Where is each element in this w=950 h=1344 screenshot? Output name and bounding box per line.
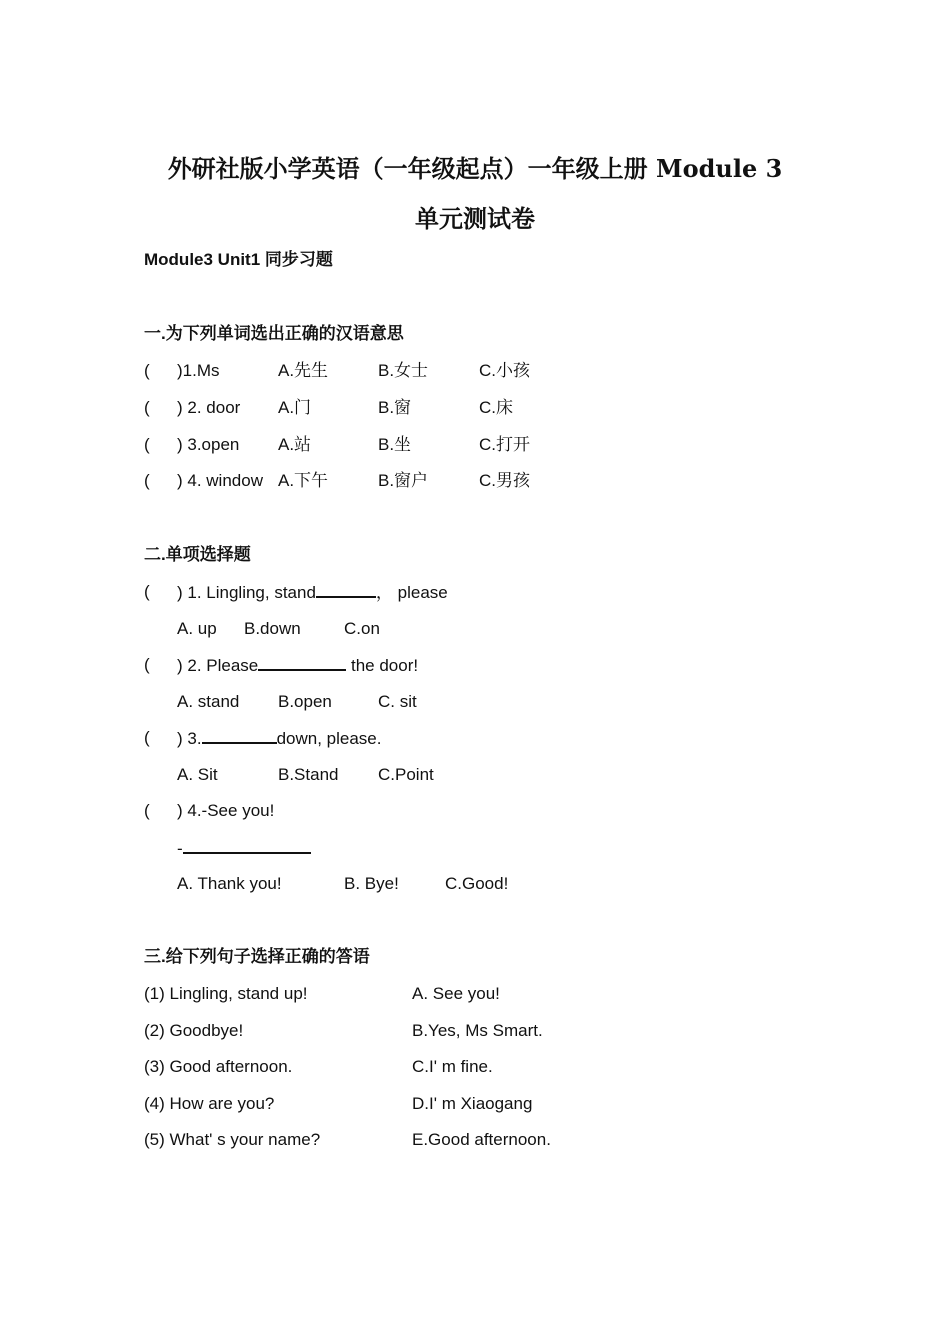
answer-paren: ( (144, 728, 150, 747)
section1-heading: 一.为下列单词选出正确的汉语意思 (144, 324, 404, 343)
option-a: A. up (177, 619, 217, 638)
question-text (177, 653, 418, 678)
option-b: B.Stand (278, 765, 339, 784)
fill-blank (316, 580, 376, 598)
option-c: C.Good! (445, 874, 509, 893)
question-text: ) 4. window (177, 471, 263, 490)
answer-paren: ( (144, 435, 150, 454)
sentence-left: (5) What' s your name? (144, 1130, 321, 1149)
answer-right: C.I' m fine. (412, 1057, 493, 1076)
answer-line (177, 836, 311, 861)
question-prefix: ) 3. (177, 729, 202, 748)
document-title-line2: 单元测试卷 (415, 204, 535, 233)
question-text: ) 3.open (177, 435, 240, 454)
option-c: C.男孩 (479, 471, 530, 490)
option-b: B. Bye! (344, 874, 399, 893)
section2-question-4 (144, 799, 664, 823)
option-a: A.站 (278, 435, 312, 454)
answer-paren: ( (144, 582, 150, 601)
section1-item-3 (144, 433, 664, 457)
answer-paren: ( (144, 655, 150, 674)
section2-question-3 (144, 726, 664, 750)
answer-paren: ( (144, 801, 150, 820)
question-text (177, 726, 381, 751)
subtitle: Module3 Unit1 同步习题 (144, 250, 333, 269)
section3-item-5 (144, 1128, 664, 1152)
fill-blank (183, 836, 311, 854)
answer-right: A. See you! (412, 984, 500, 1003)
option-b: B.窗户 (378, 471, 429, 490)
section1-item-2 (144, 396, 664, 420)
section3-item-3 (144, 1055, 664, 1079)
section2-options-3 (144, 763, 664, 787)
section2-options-4 (144, 872, 664, 896)
question-text (177, 580, 448, 605)
section3-item-1 (144, 982, 664, 1006)
option-b: B.down (244, 619, 301, 638)
option-c: C.Point (378, 765, 434, 784)
sentence-left: (1) Lingling, stand up! (144, 984, 308, 1003)
option-c: C.小孩 (479, 361, 530, 380)
answer-dash: - (177, 839, 183, 858)
option-a: A. stand (177, 692, 240, 711)
option-a: A.门 (278, 398, 312, 417)
section3-item-2 (144, 1019, 664, 1043)
option-b: B.窗 (378, 398, 412, 417)
section2-heading: 二.单项选择题 (144, 545, 251, 564)
answer-right: D.I' m Xiaogang (412, 1094, 533, 1113)
option-c: C.打开 (479, 435, 530, 454)
document-title: 外研社版小学英语（一年级起点）一年级上册 Module 3 (167, 154, 783, 183)
question-suffix: down, please. (276, 729, 382, 748)
option-b: B.坐 (378, 435, 412, 454)
answer-right: E.Good afternoon. (412, 1130, 551, 1149)
option-a: A. Sit (177, 765, 218, 784)
option-c: C.on (344, 619, 380, 638)
option-a: A.先生 (278, 361, 329, 380)
section2-options-2 (144, 690, 664, 714)
question-suffix: ， please (375, 583, 448, 602)
answer-paren: ( (144, 361, 150, 380)
section3-item-4 (144, 1092, 664, 1116)
section1-item-4 (144, 469, 664, 493)
question-text: )1.Ms (177, 361, 220, 380)
section2-options-1 (144, 617, 664, 641)
question-prefix: ) 2. Please (177, 656, 259, 675)
question-text: ) 2. door (177, 398, 241, 417)
answer-right: B.Yes, Ms Smart. (412, 1021, 543, 1040)
section3-heading: 三.给下列句子选择正确的答语 (144, 947, 370, 966)
fill-blank (258, 653, 346, 671)
question-text: ) 4.-See you! (177, 801, 275, 820)
option-c: C.床 (479, 398, 513, 417)
sentence-left: (2) Goodbye! (144, 1021, 244, 1040)
sentence-left: (3) Good afternoon. (144, 1057, 293, 1076)
section2-answer-line-4 (144, 836, 664, 860)
answer-paren: ( (144, 471, 150, 490)
option-b: B.open (278, 692, 332, 711)
section2-question-2 (144, 653, 664, 677)
fill-blank (202, 726, 277, 744)
option-a: A. Thank you! (177, 874, 282, 893)
section1-item-1 (144, 359, 664, 383)
option-a: A.下午 (278, 471, 329, 490)
section2-question-1 (144, 580, 664, 604)
question-suffix: the door! (346, 656, 419, 675)
answer-paren: ( (144, 398, 150, 417)
sentence-left: (4) How are you? (144, 1094, 275, 1113)
question-prefix: ) 1. Lingling, stand (177, 583, 316, 602)
option-c: C. sit (378, 692, 417, 711)
option-b: B.女士 (378, 361, 429, 380)
